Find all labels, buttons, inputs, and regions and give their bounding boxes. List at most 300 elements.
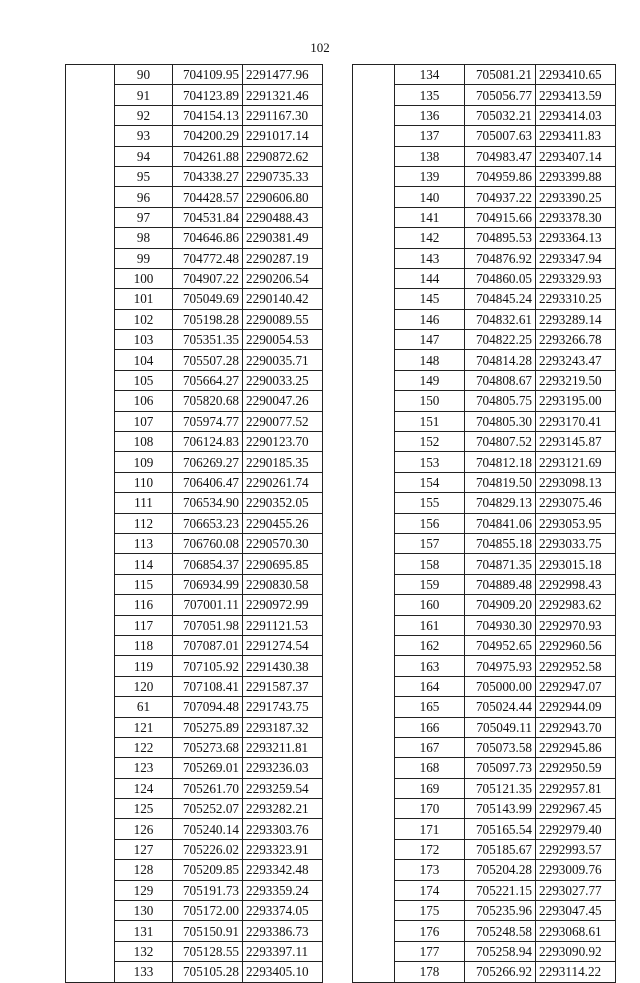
table-row [353, 166, 616, 186]
table-row [353, 554, 616, 574]
y-coordinate-cell: 2293121.69 [536, 452, 616, 472]
x-coordinate-cell: 705007.63 [465, 126, 536, 146]
empty-cell [353, 635, 395, 655]
table-row [353, 391, 616, 411]
table-row [353, 309, 616, 329]
point-number-cell: 175 [395, 901, 465, 921]
x-coordinate-cell: 704907.22 [173, 268, 243, 288]
y-coordinate-cell: 2291121.53 [243, 615, 323, 635]
table-row [66, 554, 323, 574]
point-number-cell: 169 [395, 778, 465, 798]
point-number-cell: 149 [395, 370, 465, 390]
y-coordinate-cell: 2291274.54 [243, 635, 323, 655]
empty-cell [353, 248, 395, 268]
x-coordinate-cell: 704930.30 [465, 615, 536, 635]
table-row [353, 778, 616, 798]
point-number-cell: 95 [115, 166, 173, 186]
point-number-cell: 111 [115, 493, 173, 513]
x-coordinate-cell: 704983.47 [465, 146, 536, 166]
table-row [353, 799, 616, 819]
x-coordinate-cell: 705150.91 [173, 921, 243, 941]
point-number-cell: 97 [115, 207, 173, 227]
table-row [66, 146, 323, 166]
empty-cell [353, 513, 395, 533]
y-coordinate-cell: 2293347.94 [536, 248, 616, 268]
y-coordinate-cell: 2293243.47 [536, 350, 616, 370]
empty-cell [66, 370, 115, 390]
y-coordinate-cell: 2290089.55 [243, 309, 323, 329]
x-coordinate-cell: 706760.08 [173, 533, 243, 553]
y-coordinate-cell: 2293390.25 [536, 187, 616, 207]
y-coordinate-cell: 2291430.38 [243, 656, 323, 676]
table-row [353, 452, 616, 472]
point-number-cell: 125 [115, 799, 173, 819]
table-row [66, 65, 323, 85]
x-coordinate-cell: 705240.14 [173, 819, 243, 839]
table-row [66, 656, 323, 676]
empty-cell [66, 880, 115, 900]
x-coordinate-cell: 704876.92 [465, 248, 536, 268]
x-coordinate-cell: 704822.25 [465, 330, 536, 350]
y-coordinate-cell: 2293378.30 [536, 207, 616, 227]
y-coordinate-cell: 2290077.52 [243, 411, 323, 431]
x-coordinate-cell: 705049.11 [465, 717, 536, 737]
point-number-cell: 166 [395, 717, 465, 737]
point-number-cell: 91 [115, 85, 173, 105]
y-coordinate-cell: 2293410.65 [536, 65, 616, 85]
point-number-cell: 116 [115, 595, 173, 615]
table-row [66, 778, 323, 798]
y-coordinate-cell: 2293364.13 [536, 228, 616, 248]
y-coordinate-cell: 2290488.43 [243, 207, 323, 227]
y-coordinate-cell: 2293359.24 [243, 880, 323, 900]
table-row [66, 411, 323, 431]
x-coordinate-cell: 705820.68 [173, 391, 243, 411]
x-coordinate-cell: 707108.41 [173, 676, 243, 696]
point-number-cell: 135 [395, 85, 465, 105]
y-coordinate-cell: 2293219.50 [536, 370, 616, 390]
table-row [353, 268, 616, 288]
point-number-cell: 94 [115, 146, 173, 166]
y-coordinate-cell: 2291017.14 [243, 126, 323, 146]
table-row [66, 676, 323, 696]
table-row [353, 411, 616, 431]
point-number-cell: 132 [115, 941, 173, 961]
point-number-cell: 120 [115, 676, 173, 696]
table-row [66, 533, 323, 553]
x-coordinate-cell: 704871.35 [465, 554, 536, 574]
empty-cell [66, 615, 115, 635]
point-number-cell: 158 [395, 554, 465, 574]
table-row [353, 533, 616, 553]
x-coordinate-cell: 705248.58 [465, 921, 536, 941]
point-number-cell: 109 [115, 452, 173, 472]
x-coordinate-cell: 707051.98 [173, 615, 243, 635]
table-row [353, 472, 616, 492]
table-row [353, 656, 616, 676]
point-number-cell: 127 [115, 839, 173, 859]
empty-cell [66, 778, 115, 798]
table-row [66, 391, 323, 411]
y-coordinate-cell: 2293399.88 [536, 166, 616, 186]
x-coordinate-cell: 705185.67 [465, 839, 536, 859]
y-coordinate-cell: 2293114.22 [536, 962, 616, 982]
empty-cell [66, 452, 115, 472]
y-coordinate-cell: 2292950.59 [536, 758, 616, 778]
x-coordinate-cell: 706534.90 [173, 493, 243, 513]
table-row [66, 105, 323, 125]
empty-cell [353, 717, 395, 737]
x-coordinate-cell: 705974.77 [173, 411, 243, 431]
empty-cell [353, 207, 395, 227]
point-number-cell: 164 [395, 676, 465, 696]
point-number-cell: 176 [395, 921, 465, 941]
empty-cell [353, 554, 395, 574]
empty-cell [66, 228, 115, 248]
x-coordinate-cell: 705258.94 [465, 941, 536, 961]
x-coordinate-cell: 705056.77 [465, 85, 536, 105]
table-row [353, 615, 616, 635]
y-coordinate-cell: 2292952.58 [536, 656, 616, 676]
x-coordinate-cell: 705235.96 [465, 901, 536, 921]
table-row [66, 860, 323, 880]
point-number-cell: 106 [115, 391, 173, 411]
table-row [353, 187, 616, 207]
y-coordinate-cell: 2290872.62 [243, 146, 323, 166]
x-coordinate-cell: 706934.99 [173, 574, 243, 594]
point-number-cell: 98 [115, 228, 173, 248]
empty-cell [353, 309, 395, 329]
y-coordinate-cell: 2290972.99 [243, 595, 323, 615]
point-number-cell: 122 [115, 737, 173, 757]
y-coordinate-cell: 2293211.81 [243, 737, 323, 757]
point-number-cell: 114 [115, 554, 173, 574]
point-number-cell: 104 [115, 350, 173, 370]
x-coordinate-cell: 705191.73 [173, 880, 243, 900]
x-coordinate-cell: 704915.66 [465, 207, 536, 227]
point-number-cell: 130 [115, 901, 173, 921]
point-number-cell: 99 [115, 248, 173, 268]
empty-cell [353, 921, 395, 941]
point-number-cell: 155 [395, 493, 465, 513]
empty-cell [66, 207, 115, 227]
empty-cell [353, 676, 395, 696]
point-number-cell: 142 [395, 228, 465, 248]
x-coordinate-cell: 704855.18 [465, 533, 536, 553]
empty-cell [66, 309, 115, 329]
x-coordinate-cell: 705261.70 [173, 778, 243, 798]
table-row [66, 717, 323, 737]
empty-cell [353, 411, 395, 431]
y-coordinate-cell: 2292945.86 [536, 737, 616, 757]
point-number-cell: 61 [115, 697, 173, 717]
x-coordinate-cell: 704829.13 [465, 493, 536, 513]
x-coordinate-cell: 704889.48 [465, 574, 536, 594]
empty-cell [66, 513, 115, 533]
point-number-cell: 143 [395, 248, 465, 268]
table-row [353, 717, 616, 737]
y-coordinate-cell: 2293170.41 [536, 411, 616, 431]
point-number-cell: 168 [395, 758, 465, 778]
y-coordinate-cell: 2290123.70 [243, 432, 323, 452]
table-row [353, 839, 616, 859]
point-number-cell: 154 [395, 472, 465, 492]
empty-cell [66, 656, 115, 676]
point-number-cell: 138 [395, 146, 465, 166]
empty-cell [66, 901, 115, 921]
x-coordinate-cell: 707105.92 [173, 656, 243, 676]
x-coordinate-cell: 705269.01 [173, 758, 243, 778]
x-coordinate-cell: 705204.28 [465, 860, 536, 880]
y-coordinate-cell: 2292967.45 [536, 799, 616, 819]
x-coordinate-cell: 705032.21 [465, 105, 536, 125]
y-coordinate-cell: 2292944.09 [536, 697, 616, 717]
x-coordinate-cell: 705275.89 [173, 717, 243, 737]
point-number-cell: 121 [115, 717, 173, 737]
table-row [353, 574, 616, 594]
empty-cell [353, 656, 395, 676]
empty-cell [353, 370, 395, 390]
empty-cell [353, 166, 395, 186]
empty-cell [66, 554, 115, 574]
point-number-cell: 148 [395, 350, 465, 370]
empty-cell [353, 758, 395, 778]
empty-cell [66, 962, 115, 982]
x-coordinate-cell: 704860.05 [465, 268, 536, 288]
table-row [66, 962, 323, 982]
table-row [66, 330, 323, 350]
table-row [66, 309, 323, 329]
table-row [66, 85, 323, 105]
y-coordinate-cell: 2293397.11 [243, 941, 323, 961]
point-number-cell: 152 [395, 432, 465, 452]
table-row [66, 819, 323, 839]
x-coordinate-cell: 704428.57 [173, 187, 243, 207]
y-coordinate-cell: 2293414.03 [536, 105, 616, 125]
point-number-cell: 101 [115, 289, 173, 309]
empty-cell [66, 574, 115, 594]
empty-cell [353, 615, 395, 635]
y-coordinate-cell: 2293195.00 [536, 391, 616, 411]
empty-cell [66, 268, 115, 288]
y-coordinate-cell: 2292998.43 [536, 574, 616, 594]
point-number-cell: 165 [395, 697, 465, 717]
table-row [353, 901, 616, 921]
y-coordinate-cell: 2293098.13 [536, 472, 616, 492]
point-number-cell: 151 [395, 411, 465, 431]
coordinates-table-left [65, 64, 323, 983]
table-row [353, 370, 616, 390]
y-coordinate-cell: 2293009.76 [536, 860, 616, 880]
x-coordinate-cell: 705273.68 [173, 737, 243, 757]
x-coordinate-cell: 705073.58 [465, 737, 536, 757]
y-coordinate-cell: 2293259.54 [243, 778, 323, 798]
empty-cell [353, 839, 395, 859]
y-coordinate-cell: 2291477.96 [243, 65, 323, 85]
x-coordinate-cell: 705081.21 [465, 65, 536, 85]
y-coordinate-cell: 2293310.25 [536, 289, 616, 309]
empty-cell [353, 574, 395, 594]
y-coordinate-cell: 2293374.05 [243, 901, 323, 921]
empty-cell [66, 799, 115, 819]
x-coordinate-cell: 706124.83 [173, 432, 243, 452]
y-coordinate-cell: 2292979.40 [536, 819, 616, 839]
table-row [353, 880, 616, 900]
y-coordinate-cell: 2293047.45 [536, 901, 616, 921]
point-number-cell: 140 [395, 187, 465, 207]
y-coordinate-cell: 2293323.91 [243, 839, 323, 859]
empty-cell [66, 411, 115, 431]
point-number-cell: 107 [115, 411, 173, 431]
x-coordinate-cell: 706269.27 [173, 452, 243, 472]
x-coordinate-cell: 705664.27 [173, 370, 243, 390]
point-number-cell: 156 [395, 513, 465, 533]
table-row [353, 921, 616, 941]
point-number-cell: 161 [395, 615, 465, 635]
x-coordinate-cell: 705252.07 [173, 799, 243, 819]
empty-cell [66, 350, 115, 370]
x-coordinate-cell: 706653.23 [173, 513, 243, 533]
y-coordinate-cell: 2291743.75 [243, 697, 323, 717]
y-coordinate-cell: 2290570.30 [243, 533, 323, 553]
table-row [353, 207, 616, 227]
empty-cell [66, 717, 115, 737]
x-coordinate-cell: 705143.99 [465, 799, 536, 819]
point-number-cell: 173 [395, 860, 465, 880]
empty-cell [66, 533, 115, 553]
y-coordinate-cell: 2293329.93 [536, 268, 616, 288]
point-number-cell: 117 [115, 615, 173, 635]
y-coordinate-cell: 2290033.25 [243, 370, 323, 390]
x-coordinate-cell: 704154.13 [173, 105, 243, 125]
table-row [66, 737, 323, 757]
table-row [353, 962, 616, 982]
empty-cell [353, 146, 395, 166]
point-number-cell: 174 [395, 880, 465, 900]
point-number-cell: 115 [115, 574, 173, 594]
empty-cell [66, 126, 115, 146]
table-row [353, 758, 616, 778]
y-coordinate-cell: 2293386.73 [243, 921, 323, 941]
x-coordinate-cell: 706406.47 [173, 472, 243, 492]
empty-cell [353, 799, 395, 819]
empty-cell [66, 166, 115, 186]
x-coordinate-cell: 705351.35 [173, 330, 243, 350]
empty-cell [353, 452, 395, 472]
table-row [353, 126, 616, 146]
empty-cell [66, 289, 115, 309]
empty-cell [66, 187, 115, 207]
empty-cell [353, 880, 395, 900]
x-coordinate-cell: 704805.30 [465, 411, 536, 431]
x-coordinate-cell: 705105.28 [173, 962, 243, 982]
table-row [66, 697, 323, 717]
x-coordinate-cell: 704261.88 [173, 146, 243, 166]
empty-cell [353, 737, 395, 757]
table-row [353, 146, 616, 166]
point-number-cell: 172 [395, 839, 465, 859]
table-row [66, 452, 323, 472]
point-number-cell: 128 [115, 860, 173, 880]
x-coordinate-cell: 704832.61 [465, 309, 536, 329]
x-coordinate-cell: 705024.44 [465, 697, 536, 717]
x-coordinate-cell: 704805.75 [465, 391, 536, 411]
table-row [66, 493, 323, 513]
empty-cell [66, 146, 115, 166]
point-number-cell: 136 [395, 105, 465, 125]
point-number-cell: 167 [395, 737, 465, 757]
table-row [66, 799, 323, 819]
point-number-cell: 126 [115, 819, 173, 839]
point-number-cell: 144 [395, 268, 465, 288]
y-coordinate-cell: 2293053.95 [536, 513, 616, 533]
point-number-cell: 145 [395, 289, 465, 309]
table-row [66, 187, 323, 207]
empty-cell [66, 472, 115, 492]
empty-cell [353, 105, 395, 125]
empty-cell [66, 758, 115, 778]
table-row [66, 595, 323, 615]
empty-cell [353, 432, 395, 452]
x-coordinate-cell: 704807.52 [465, 432, 536, 452]
point-number-cell: 110 [115, 472, 173, 492]
point-number-cell: 147 [395, 330, 465, 350]
point-number-cell: 131 [115, 921, 173, 941]
table-row [66, 268, 323, 288]
y-coordinate-cell: 2293342.48 [243, 860, 323, 880]
point-number-cell: 170 [395, 799, 465, 819]
x-coordinate-cell: 705097.73 [465, 758, 536, 778]
point-number-cell: 153 [395, 452, 465, 472]
empty-cell [353, 187, 395, 207]
empty-cell [353, 126, 395, 146]
point-number-cell: 103 [115, 330, 173, 350]
empty-cell [353, 228, 395, 248]
y-coordinate-cell: 2290261.74 [243, 472, 323, 492]
x-coordinate-cell: 705121.35 [465, 778, 536, 798]
point-number-cell: 92 [115, 105, 173, 125]
table-row [353, 819, 616, 839]
point-number-cell: 137 [395, 126, 465, 146]
y-coordinate-cell: 2293033.75 [536, 533, 616, 553]
empty-cell [353, 778, 395, 798]
y-coordinate-cell: 2293027.77 [536, 880, 616, 900]
table-row [353, 432, 616, 452]
point-number-cell: 163 [395, 656, 465, 676]
y-coordinate-cell: 2290054.53 [243, 330, 323, 350]
table-row [66, 513, 323, 533]
table-row [66, 207, 323, 227]
table-row [353, 941, 616, 961]
x-coordinate-cell: 705198.28 [173, 309, 243, 329]
x-coordinate-cell: 704937.22 [465, 187, 536, 207]
table-row [353, 513, 616, 533]
y-coordinate-cell: 2292943.70 [536, 717, 616, 737]
y-coordinate-cell: 2293075.46 [536, 493, 616, 513]
empty-cell [353, 860, 395, 880]
point-number-cell: 113 [115, 533, 173, 553]
y-coordinate-cell: 2292960.56 [536, 635, 616, 655]
x-coordinate-cell: 707087.01 [173, 635, 243, 655]
point-number-cell: 96 [115, 187, 173, 207]
empty-cell [353, 901, 395, 921]
x-coordinate-cell: 705049.69 [173, 289, 243, 309]
table-row [353, 697, 616, 717]
x-coordinate-cell: 705226.02 [173, 839, 243, 859]
x-coordinate-cell: 705172.00 [173, 901, 243, 921]
point-number-cell: 150 [395, 391, 465, 411]
x-coordinate-cell: 705000.00 [465, 676, 536, 696]
